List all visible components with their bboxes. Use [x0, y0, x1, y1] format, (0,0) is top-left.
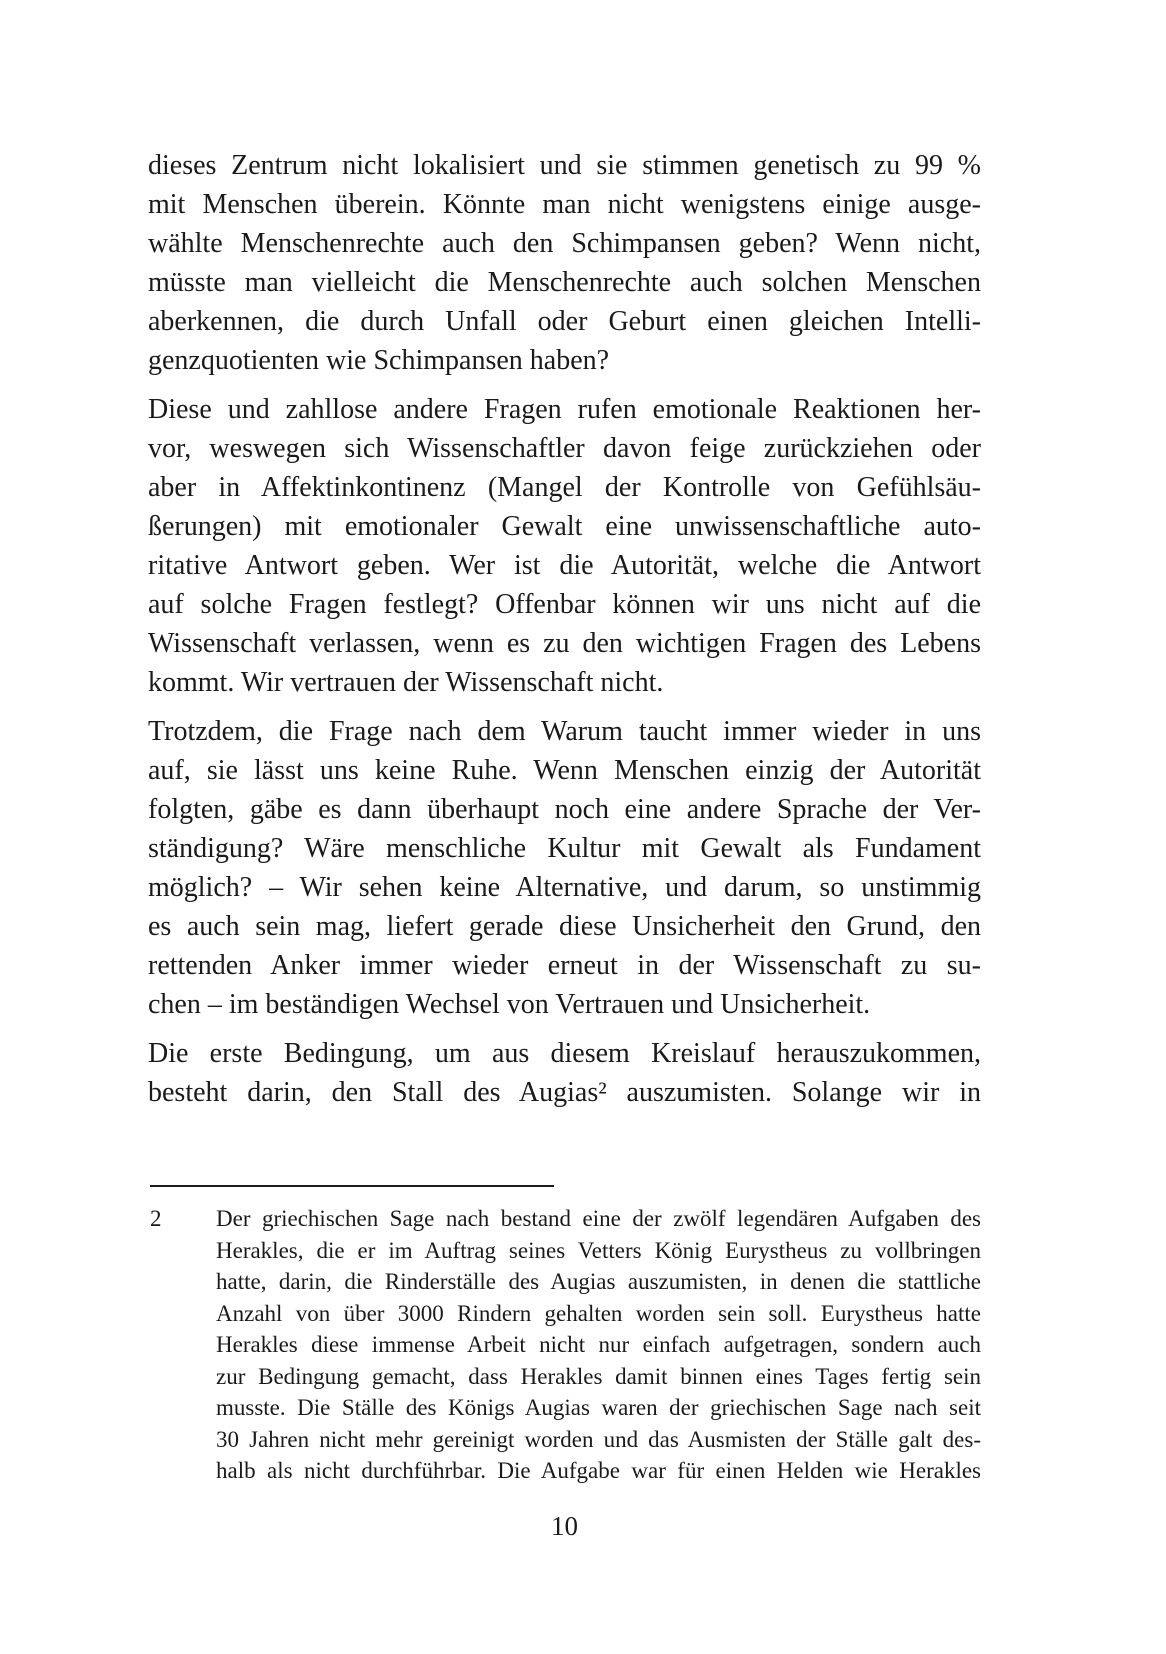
text-line: genzquotienten wie Schimpansen haben? — [148, 345, 610, 376]
text-line: müsste man vielleicht die Menschenrechte auch solchen Menschen — [148, 267, 981, 298]
text-line: ständigung? Wäre menschliche Kultur mit Gewalt als Fundament — [148, 833, 981, 864]
text-line: folgten, gäbe es dann überhaupt noch eine andere Sprache der Ver- — [148, 794, 981, 825]
paragraph — [148, 1034, 981, 1112]
text-line: Die erste Bedingung, um aus diesem Kreislauf herauszukommen, — [148, 1038, 981, 1069]
text-line: Wissenschaft verlassen, wenn es zu den wichtigen Fragen des Lebens — [148, 628, 981, 659]
footnote — [150, 1203, 981, 1487]
footnote-line: Anzahl von über 3000 Rindern gehalten worden sein soll. Eurystheus hatte — [216, 1300, 981, 1326]
page-number: 10 — [551, 1511, 578, 1541]
text-line: auf solche Fragen festlegt? Offenbar können wir uns nicht auf die — [148, 589, 981, 620]
footnote-line: hatte, darin, die Rinderställe des Augias auszumisten, in denen die stattliche — [216, 1269, 981, 1294]
body-text — [148, 146, 981, 1112]
text-line: rettenden Anker immer wieder erneut in der Wissenschaft zu su- — [148, 950, 981, 981]
text-line: besteht darin, den Stall des Augias² auszumisten. Solange wir in — [148, 1077, 981, 1108]
text-line: Diese und zahllose andere Fragen rufen emotionale Reaktionen her- — [148, 394, 981, 425]
text-line: ßerungen) mit emotionaler Gewalt eine unwissenschaftliche auto- — [148, 511, 981, 542]
text-line: Trotzdem, die Frage nach dem Warum taucht immer wieder in uns — [148, 716, 981, 747]
text-line: aber in Affektinkontinenz (Mangel der Kontrolle von Gefühlsäu- — [148, 472, 981, 503]
text-line: kommt. Wir vertrauen der Wissenschaft nicht. — [148, 667, 664, 698]
text-line: es auch sein mag, liefert gerade diese Unsicherheit den Grund, den — [148, 911, 981, 942]
text-line: aberkennen, die durch Unfall oder Geburt einen gleichen Intelli- — [148, 306, 981, 337]
footnote-separator — [150, 1185, 554, 1187]
text-line: möglich? – Wir sehen keine Alternative, und darum, so unstimmig — [148, 872, 981, 903]
paragraph — [148, 390, 981, 702]
footnote-lines — [216, 1203, 981, 1487]
text-line: auf, sie lässt uns keine Ruhe. Wenn Menschen einzig der Autorität — [148, 755, 981, 786]
footnote-line: musste. Die Ställe des Königs Augias waren der griechischen Sage nach seit — [216, 1395, 981, 1420]
footnote-line: zur Bedingung gemacht, dass Herakles damit binnen eines Tages fertig sein — [216, 1363, 981, 1389]
footnote-line: Herakles diese immense Arbeit nicht nur einfach aufgetragen, sondern auch — [216, 1332, 981, 1357]
footnote-line: halb als nicht durchführbar. Die Aufgabe war für einen Helden wie Herakles — [216, 1458, 981, 1483]
text-line: chen – im beständigen Wechsel von Vertrauen und Unsicherheit. — [148, 989, 871, 1020]
text-line: vor, weswegen sich Wissenschaftler davon feige zurückziehen oder — [148, 433, 981, 464]
text-line: mit Menschen überein. Könnte man nicht wenigstens einige ausge- — [148, 189, 981, 220]
footnote-line: Herakles, die er im Auftrag seines Vetters König Eurystheus zu vollbringen — [216, 1237, 981, 1263]
footnote-line: Der griechischen Sage nach bestand eine der zwölf legendären Aufgaben des — [216, 1206, 981, 1231]
text-line: ritative Antwort geben. Wer ist die Autorität, welche die Antwort — [148, 550, 981, 581]
text-line: wählte Menschenrechte auch den Schimpansen geben? Wenn nicht, — [148, 228, 981, 259]
footnote-marker: 2 — [150, 1206, 162, 1231]
paragraph — [148, 146, 981, 380]
paragraph — [148, 712, 981, 1024]
footnote-line: 30 Jahren nicht mehr gereinigt worden und das Ausmisten der Ställe galt des- — [216, 1426, 981, 1452]
text-line: dieses Zentrum nicht lokalisiert und sie stimmen genetisch zu 99 % — [148, 150, 981, 181]
